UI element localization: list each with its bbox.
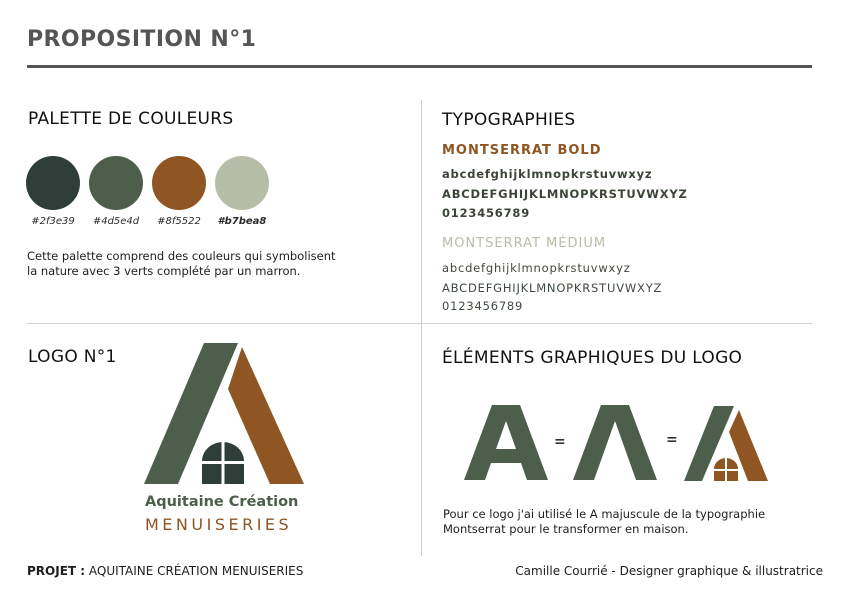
logo-brand-name: Aquitaine Création	[145, 494, 299, 510]
palette-description	[27, 249, 387, 279]
palette-title: PALETTE DE COULEURS	[28, 109, 234, 129]
font-name: MONTSERRAT MÉDIUM	[442, 236, 607, 251]
swatch-circle	[215, 156, 269, 210]
font-sample-digits: 0123456789	[442, 299, 524, 313]
page-title: PROPOSITION N°1	[27, 27, 257, 52]
window-icon	[202, 442, 244, 484]
swatch-circle	[152, 156, 206, 210]
font-sample-lowercase: abcdefghijklmnopkrstuvwxyz	[442, 167, 653, 181]
horizontal-divider	[27, 323, 812, 324]
swatch	[215, 156, 269, 227]
elements-title: ÉLÉMENTS GRAPHIQUES DU LOGO	[442, 348, 743, 368]
swatch-code: #b7bea8	[217, 216, 267, 227]
window-icon	[714, 458, 738, 481]
font-name: MONTSERRAT BOLD	[442, 143, 602, 158]
elements-description-line: Pour ce logo j'ai utilisé le A majuscule de la typographie	[443, 507, 766, 521]
logo-title: LOGO N°1	[28, 347, 117, 367]
typography-title: TYPOGRAPHIES	[442, 110, 576, 130]
small-house-logo-icon	[684, 406, 770, 482]
font-sample-lowercase: abcdefghijklmnopkrstuvwxyz	[442, 261, 631, 275]
font-sample-digits: 0123456789	[442, 206, 531, 220]
house-logo-icon	[140, 343, 310, 486]
footer-project	[27, 564, 303, 578]
palette-description-line: Cette palette comprend des couleurs qui symbolisent	[27, 249, 336, 263]
swatch	[152, 156, 206, 227]
footer-project-label: PROJET :	[27, 564, 86, 578]
vertical-divider	[421, 100, 422, 556]
swatch-code: #4d5e4d	[92, 216, 140, 227]
equals-sign: =	[554, 434, 566, 450]
swatch-circle	[89, 156, 143, 210]
swatch-list	[26, 156, 269, 227]
swatch	[89, 156, 143, 227]
footer-credit: Camille Courrié - Designer graphique & illustratrice	[515, 564, 823, 578]
swatch-code: #8f5522	[157, 216, 201, 227]
logo-brand-subtitle: MENUISERIES	[145, 515, 293, 534]
palette-description-line: la nature avec 3 verts complété par un marron.	[27, 264, 301, 278]
footer-project-name: AQUITAINE CRÉATION MENUISERIES	[88, 564, 304, 578]
swatch-code: #2f3e39	[31, 216, 75, 227]
elements-description	[443, 507, 813, 537]
lambda-shape-icon	[573, 405, 657, 481]
font-sample-uppercase: ABCDEFGHIJKLMNOPKRSTUVWXYZ	[442, 281, 663, 295]
swatch-circle	[26, 156, 80, 210]
letter-a-icon	[464, 405, 548, 481]
swatch	[26, 156, 80, 227]
equals-sign: =	[666, 432, 678, 448]
title-rule	[27, 65, 812, 68]
elements-description-line: Montserrat pour le transformer en maison.	[443, 522, 689, 536]
font-sample-uppercase: ABCDEFGHIJKLMNOPKRSTUVWXYZ	[442, 187, 688, 201]
